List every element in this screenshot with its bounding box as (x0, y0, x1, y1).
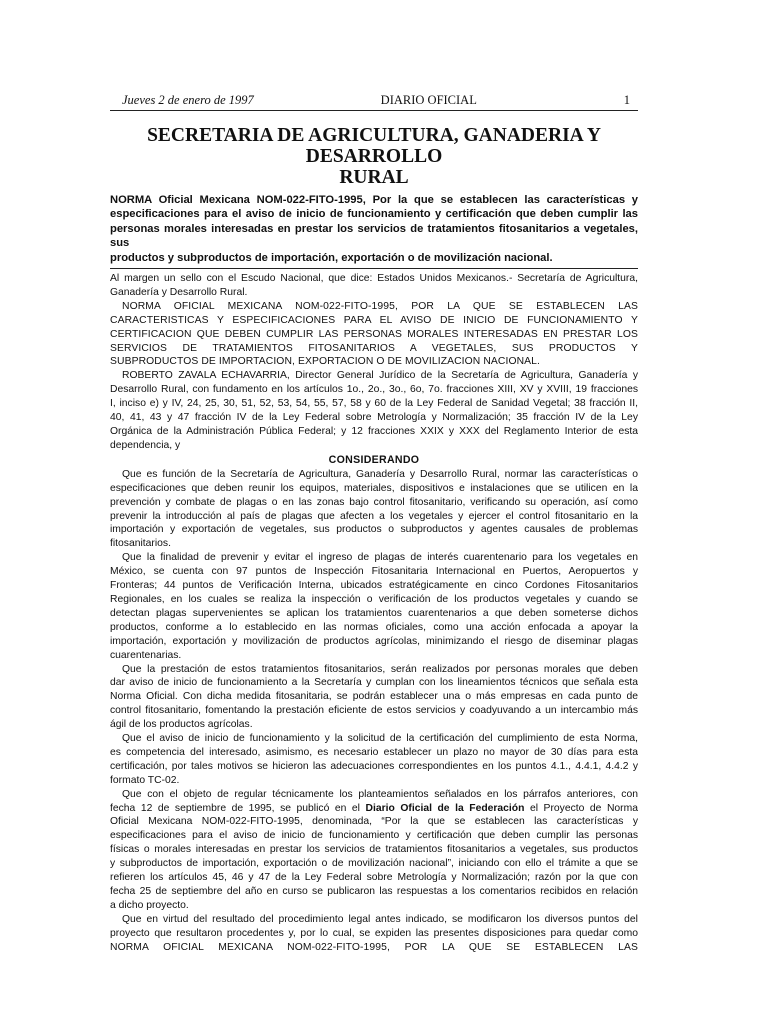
document-body (110, 272, 638, 955)
text-line: fecha 25 de septiembre del año en curso se publicaron las respuestas a los comentarios recibidos en relación (110, 886, 638, 897)
norma-title-line: especificaciones para el aviso de inicio de funcionamiento y certificación que deben cumplir las (110, 208, 638, 221)
text-line: Ganadería y Desarrollo Rural. (110, 286, 248, 298)
text-line: formato TC-02. (110, 774, 180, 786)
norma-title-line: personas morales interesadas en prestar los servicios de tratamientos fitosanitarios a vegetales, sus (110, 222, 638, 250)
text-line: Que con el objeto de regular técnicamente los planteamientos señalados en los párrafos anteriores, con (122, 788, 638, 800)
text-line: Que la prestación de estos tratamientos fitosanitarios, serán realizados por personas morales que deben (122, 663, 638, 675)
text-line: ágil de los productos agrícolas. (110, 719, 253, 731)
text-line: detectan plagas supervenientes se aplican los tratamientos cuarentenarios a que deben someterse dichos (110, 607, 638, 619)
text-fragment: el Proyecto de Norma (524, 802, 638, 814)
diario-oficial-bold: Diario Oficial de la Federación (365, 802, 525, 814)
text-line: dependencia, y (110, 439, 181, 451)
text-line: es competencia del interesado, asimismo, es necesario establecer un plazo no mayor de 30 días para esta (110, 746, 638, 758)
text-line: México, se cuenta con 97 puntos de Inspección Fitosanitaria Internacional en Puertos, Aeropuertos y (110, 566, 638, 578)
text-line-with-bold (110, 802, 638, 816)
paragraph-margin-seal (110, 272, 638, 300)
running-header (110, 92, 638, 111)
text-line: I, inciso e) y IV, 24, 25, 30, 51, 52, 53, 54, 55, 57, 58 y 60 de la Ley Federal de Sanidad Vegetal; 38 fracción II, (110, 398, 638, 410)
text-line: SERVICIOS DE TRATAMIENTOS FITOSANITARIOS A VEGETALES, SUS PRODUCTOS Y (110, 342, 638, 354)
text-line: Al margen un sello con el Escudo Nacional, que dice: Estados Unidos Mexicanos.- Secretaría de Agricultura, (110, 273, 638, 285)
text-line: ROBERTO ZAVALA ECHAVARRIA, Director General Jurídico de la Secretaría de Agricultura, Ganadería y (122, 370, 638, 382)
text-line: Que el aviso de inicio de funcionamiento y la solicitud de la certificación del cumplimiento de esta Norma, (122, 733, 638, 745)
text-line: proyecto que resultaron procedentes y, por lo cual, se expiden las presentes disposiciones para quedar como (110, 927, 638, 939)
header-page-number: 1 (623, 93, 630, 107)
norma-title-line: productos y subproductos de importación, exportación o de movilización nacional. (110, 251, 553, 264)
text-line: importación y exportación de vegetales, sus productos o subproductos y agentes causales de problemas (110, 524, 638, 536)
secretaria-line-2: RURAL (339, 167, 409, 188)
text-line: Que en virtud del resultado del procedimiento legal antes indicado, se modificaron los diversos puntos del (122, 913, 638, 925)
text-line: Que es función de la Secretaría de Agricultura, Ganadería y Desarrollo Rural, normar las características o (122, 468, 638, 480)
text-line: Fronteras; 44 puntos de Verificación Interna, ubicados estratégicamente en cinco Cordones Fitosanitarios (110, 580, 638, 592)
text-line: CERTIFICACION QUE DEBEN CUMPLIR LAS PERSONAS MORALES INTERESADAS EN PRESTAR LOS (110, 328, 638, 340)
text-fragment: fecha 12 de septiembre de 1995, se publicó en el (110, 802, 366, 814)
norma-title (110, 193, 638, 269)
paragraph-considerando-3 (110, 663, 638, 733)
text-line: prevención y combate de plagas o en las zonas bajo control fitosanitario, verificando su operación, así como (110, 496, 638, 508)
text-line: productos, conforme a lo establecido en las normas oficiales, como una acción enfocada a apoyar la (110, 621, 638, 633)
text-line: a dicho proyecto. (110, 899, 189, 911)
text-line: certificación, por tales motivos se hicieron las adecuaciones correspondientes en los puntos 4.1., 4.4.1, 4.4.2 y (110, 760, 638, 772)
text-line: Norma Oficial. Con dicha medida fitosanitaria, se podrán establecer una o más empresas en cada punto de (110, 691, 638, 703)
text-line: CARACTERISTICAS Y ESPECIFICACIONES PARA EL AVISO DE INICIO DE FUNCIONAMIENTO Y (110, 314, 638, 326)
paragraph-considerando-2 (110, 551, 638, 662)
text-line: especificaciones para el aviso de inicio de funcionamiento y certificación que deben cumplir las personas (110, 830, 638, 842)
text-line: NORMA OFICIAL MEXICANA NOM-022-FITO-1995, POR LA QUE SE ESTABLECEN LAS (110, 941, 638, 953)
text-line: SUBPRODUCTOS DE IMPORTACION, EXPORTACION O DE MOVILIZACION NACIONAL. (110, 356, 540, 368)
text-line: y subproductos de importación, exportación o de movilización nacional”, iniciando con ello el trámite a que se (110, 858, 638, 870)
secretaria-heading (110, 125, 638, 188)
text-line: cuarentenarias. (110, 649, 182, 661)
document-page (110, 92, 638, 955)
paragraph-considerando-5 (110, 788, 638, 913)
header-publication: DIARIO OFICIAL (380, 93, 477, 107)
text-line: Regionales, en los cuales se realiza la inspección o verificación de los productos vegetales y cuando se (110, 593, 638, 605)
paragraph-director (110, 369, 638, 452)
paragraph-considerando-1 (110, 468, 638, 551)
considerando-heading: CONSIDERANDO (328, 453, 420, 466)
text-line: físicas o morales interesadas en prestar los servicios de tratamientos fitosanitarios a vegetales, sus productos (110, 844, 638, 856)
paragraph-norma-caps (110, 300, 638, 370)
paragraph-considerando-4 (110, 732, 638, 788)
text-line: especificaciones que deben reunir los equipos, materiales, dispositivos e instalaciones que se utilicen en la (110, 482, 638, 494)
text-line: fitosanitarios. (110, 538, 171, 550)
paragraph-considerando-6 (110, 913, 638, 955)
text-line: 40, 41, 43 y 47 fracción IV de la Ley Federal sobre Metrología y Normalización; 35 fracción IV de la Ley (110, 412, 638, 424)
text-line: Que la finalidad de prevenir y evitar el ingreso de plagas de interés cuarentenario para los vegetales en (122, 552, 638, 564)
text-line: refieren los artículos 45, 46 y 47 de la Ley Federal sobre Metrología y Normalización; razón por la que con (110, 872, 638, 884)
text-line: Orgánica de la Administración Pública Federal; y 12 fracciones XXIX y XXX del Reglamento Interior de esta (110, 426, 638, 437)
header-date: Jueves 2 de enero de 1997 (122, 93, 254, 107)
text-line: importación, exportación y movilización de productos agrícolas, minimizando el riesgo de diseminar plagas (110, 635, 638, 647)
text-line: prevenir la introducción al país de plagas que afecten a los vegetales y ejercer el control fitosanitario en la (110, 510, 638, 522)
text-line: Desarrollo Rural, con fundamento en los artículos 1o., 2o., 3o., 6o, 7o. fracciones XIII, XV y XVIII, 19 fracciones (110, 384, 638, 396)
text-line: Oficial Mexicana NOM-022-FITO-1995, denominada, “Por la que se establecen las características y (110, 816, 638, 828)
secretaria-line-1: SECRETARIA DE AGRICULTURA, GANADERIA Y DESARROLLO (147, 125, 601, 167)
text-line: NORMA OFICIAL MEXICANA NOM-022-FITO-1995, POR LA QUE SE ESTABLECEN LAS (122, 300, 638, 312)
text-line: dar aviso de inicio de funcionamiento a la Secretaría y cumplan con los lineamientos técnicos que señala esta (110, 677, 638, 689)
norma-title-line: NORMA Oficial Mexicana NOM-022-FITO-1995, Por la que se establecen las características y (110, 194, 638, 206)
text-line: control fitosanitario, fomentando la prestación eficiente de estos servicios y coadyuvando a un intercambio más (110, 705, 638, 717)
